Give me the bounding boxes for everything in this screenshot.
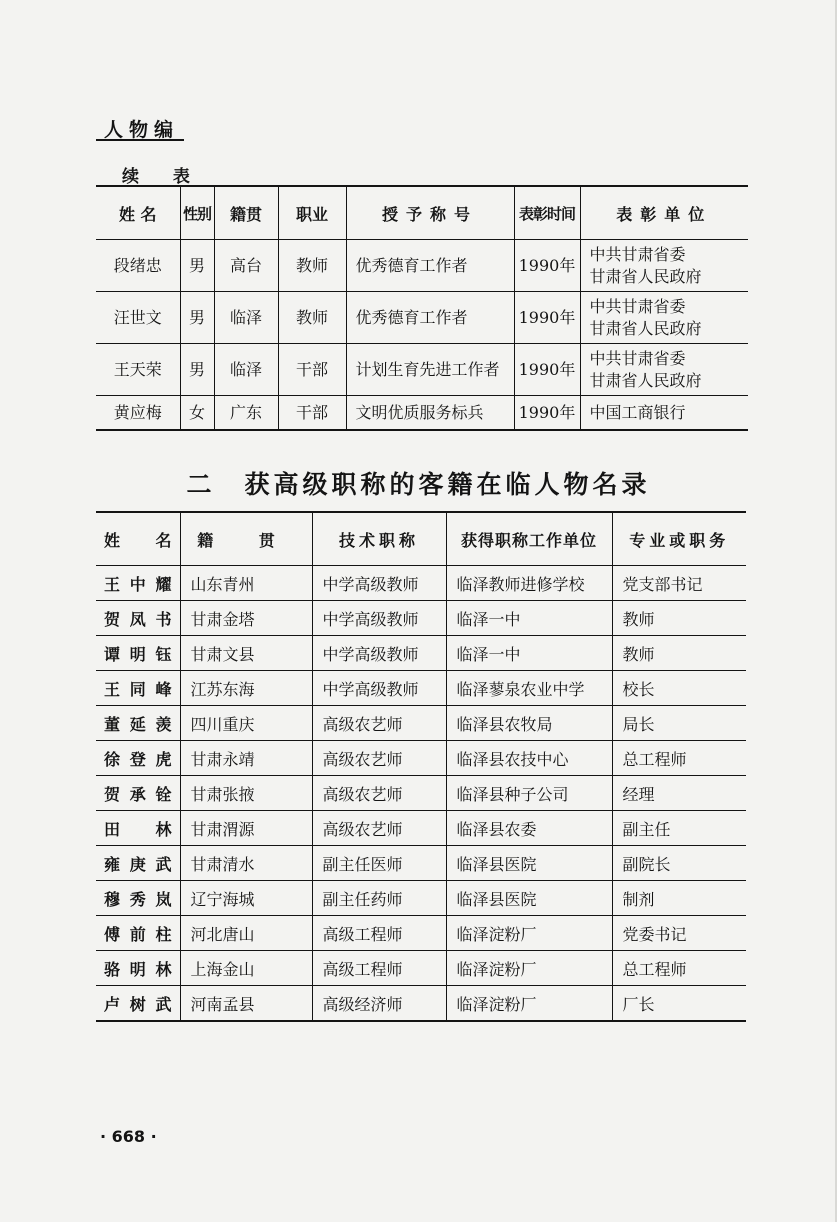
unit-cell (580, 240, 748, 292)
name-cell: 穆秀岚 (96, 881, 180, 916)
position-cell: 教师 (612, 636, 746, 671)
header-title: 授予称号 (346, 186, 514, 240)
table-row (96, 951, 746, 986)
name-cell: 王中耀 (96, 566, 180, 601)
tech-title-cell: 高级经济师 (312, 986, 446, 1022)
tech-title-cell: 中学高级教师 (312, 566, 446, 601)
hometown-cell: 江苏东海 (180, 671, 312, 706)
name-cell: 王同峰 (96, 671, 180, 706)
position-cell: 总工程师 (612, 951, 746, 986)
table-row (96, 671, 746, 706)
header-position: 专业或职务 (612, 512, 746, 566)
name-cell: 贺凤书 (96, 601, 180, 636)
unit-cell (580, 292, 748, 344)
awards-table (96, 185, 748, 431)
gender-cell: 男 (180, 344, 214, 396)
table-header-row (96, 186, 748, 240)
header-name: 姓 名 (96, 186, 180, 240)
unit-line-1: 中共甘肃省委 (589, 348, 686, 368)
table-row (96, 916, 746, 951)
position-cell: 厂长 (612, 986, 746, 1022)
tech-title-cell: 副主任药师 (312, 881, 446, 916)
position-cell: 副院长 (612, 846, 746, 881)
name-cell: 王天荣 (96, 344, 180, 396)
unit-cell: 临泽教师进修学校 (446, 566, 612, 601)
occupation-cell: 干部 (278, 344, 346, 396)
hometown-cell: 甘肃渭源 (180, 811, 312, 846)
position-cell: 党委书记 (612, 916, 746, 951)
header-unit: 表彰单位 (580, 186, 748, 240)
section-title: 二 获高级职称的客籍在临人物名录 (186, 470, 651, 499)
occupation-cell: 干部 (278, 396, 346, 431)
header-name: 姓名 (96, 512, 180, 566)
name-cell: 董延羡 (96, 706, 180, 741)
year-cell: 1990年 (514, 292, 580, 344)
hometown-cell: 临泽 (214, 292, 278, 344)
unit-line-1: 中国工商银行 (589, 402, 686, 422)
title-cell: 优秀德育工作者 (346, 292, 514, 344)
position-cell: 副主任 (612, 811, 746, 846)
hometown-cell: 甘肃清水 (180, 846, 312, 881)
tech-title-cell: 中学高级教师 (312, 636, 446, 671)
position-cell: 校长 (612, 671, 746, 706)
table-row (96, 881, 746, 916)
hometown-cell: 河南孟县 (180, 986, 312, 1022)
hometown-cell: 高台 (214, 240, 278, 292)
tech-title-cell: 高级农艺师 (312, 811, 446, 846)
header-rule (96, 139, 184, 141)
unit-cell: 临泽县医院 (446, 881, 612, 916)
header-tech-title: 技术职称 (312, 512, 446, 566)
tech-title-cell: 中学高级教师 (312, 601, 446, 636)
title-cell: 优秀德育工作者 (346, 240, 514, 292)
table-row (96, 601, 746, 636)
gender-cell: 男 (180, 292, 214, 344)
hometown-cell: 辽宁海城 (180, 881, 312, 916)
unit-cell: 临泽蓼泉农业中学 (446, 671, 612, 706)
gender-cell: 女 (180, 396, 214, 431)
hometown-cell: 甘肃永靖 (180, 741, 312, 776)
unit-cell: 临泽县医院 (446, 846, 612, 881)
gender-cell: 男 (180, 240, 214, 292)
header-unit: 获得职称工作单位 (446, 512, 612, 566)
unit-cell: 临泽一中 (446, 636, 612, 671)
unit-line-2: 甘肃省人民政府 (589, 370, 702, 390)
hometown-cell: 甘肃张掖 (180, 776, 312, 811)
header-hometown: 籍 贯 (180, 512, 312, 566)
position-cell: 制剂 (612, 881, 746, 916)
name-cell: 田林 (96, 811, 180, 846)
table-row (96, 396, 748, 431)
hometown-cell: 甘肃文县 (180, 636, 312, 671)
occupation-cell: 教师 (278, 240, 346, 292)
name-cell: 段绪忠 (96, 240, 180, 292)
table-row (96, 986, 746, 1022)
unit-cell: 临泽一中 (446, 601, 612, 636)
position-cell: 党支部书记 (612, 566, 746, 601)
table-row (96, 846, 746, 881)
unit-cell (580, 396, 748, 431)
tech-title-cell: 高级农艺师 (312, 776, 446, 811)
position-cell: 总工程师 (612, 741, 746, 776)
header-occupation: 职业 (278, 186, 346, 240)
hometown-cell: 河北唐山 (180, 916, 312, 951)
title-cell: 文明优质服务标兵 (346, 396, 514, 431)
hometown-cell: 临泽 (214, 344, 278, 396)
unit-line-2: 甘肃省人民政府 (589, 266, 702, 286)
header-year: 表彰时间 (514, 186, 580, 240)
hometown-cell: 广东 (214, 396, 278, 431)
tech-title-cell: 高级工程师 (312, 916, 446, 951)
table-row (96, 240, 748, 292)
name-cell: 徐登虎 (96, 741, 180, 776)
tech-title-cell: 副主任医师 (312, 846, 446, 881)
position-cell: 教师 (612, 601, 746, 636)
unit-line-1: 中共甘肃省委 (589, 296, 686, 316)
senior-titles-table (96, 511, 746, 1022)
unit-line-1: 中共甘肃省委 (589, 244, 686, 264)
tech-title-cell: 高级农艺师 (312, 706, 446, 741)
unit-cell: 临泽县种子公司 (446, 776, 612, 811)
table-row (96, 566, 746, 601)
page-number: · 668 · (100, 1127, 157, 1146)
unit-cell (580, 344, 748, 396)
unit-cell: 临泽县农牧局 (446, 706, 612, 741)
table-row (96, 636, 746, 671)
year-cell: 1990年 (514, 344, 580, 396)
unit-cell: 临泽淀粉厂 (446, 986, 612, 1022)
name-cell: 骆明林 (96, 951, 180, 986)
table-header-row (96, 512, 746, 566)
position-cell: 局长 (612, 706, 746, 741)
tech-title-cell: 中学高级教师 (312, 671, 446, 706)
table-row (96, 811, 746, 846)
name-cell: 雍庚武 (96, 846, 180, 881)
tech-title-cell: 高级农艺师 (312, 741, 446, 776)
name-cell: 谭明钰 (96, 636, 180, 671)
continued-label: 续 表 (122, 167, 204, 187)
hometown-cell: 山东青州 (180, 566, 312, 601)
table-row (96, 344, 748, 396)
hometown-cell: 四川重庆 (180, 706, 312, 741)
table-row (96, 776, 746, 811)
name-cell: 汪世文 (96, 292, 180, 344)
unit-cell: 临泽县农委 (446, 811, 612, 846)
name-cell: 卢树武 (104, 994, 172, 1014)
hometown-cell: 甘肃金塔 (180, 601, 312, 636)
table-row (96, 741, 746, 776)
unit-cell: 临泽淀粉厂 (446, 951, 612, 986)
name-cell: 傅前柱 (96, 916, 180, 951)
hometown-cell: 上海金山 (180, 951, 312, 986)
header-gender: 性别 (180, 186, 214, 240)
year-cell: 1990年 (514, 240, 580, 292)
occupation-cell: 教师 (278, 292, 346, 344)
name-cell: 贺承铨 (96, 776, 180, 811)
year-cell: 1990年 (514, 396, 580, 431)
position-cell: 经理 (612, 776, 746, 811)
tech-title-cell: 高级工程师 (312, 951, 446, 986)
unit-cell: 临泽县农技中心 (446, 741, 612, 776)
unit-line-2: 甘肃省人民政府 (589, 318, 702, 338)
unit-cell: 临泽淀粉厂 (446, 916, 612, 951)
name-cell: 黄应梅 (113, 402, 162, 422)
section-header: 人物编 (104, 119, 180, 141)
table-row (96, 292, 748, 344)
table-row (96, 706, 746, 741)
title-cell: 计划生育先进工作者 (346, 344, 514, 396)
header-hometown: 籍贯 (214, 186, 278, 240)
